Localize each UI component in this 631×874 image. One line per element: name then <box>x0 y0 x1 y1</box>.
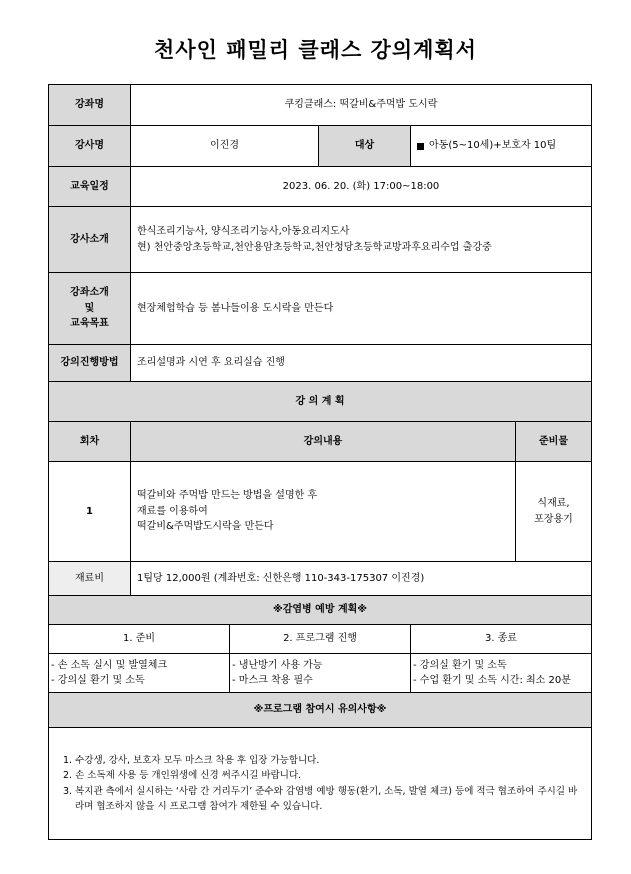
plan-col-session: 회차 <box>48 421 131 462</box>
fee-value: 1팀당 12,000원 (계좌번호: 신한은행 110-343-175307 이진경) <box>130 561 592 596</box>
plan-content-line: 떡갈비와 주먹밥 만드는 방법을 설명한 후 <box>137 490 318 502</box>
notice-item: 1. 수강생, 강사, 보호자 모두 마스크 착용 후 입장 가능합니다. <box>63 755 320 767</box>
plan-prep-line: 식재료, <box>537 498 570 509</box>
intro-label: 강사소개 <box>48 206 131 273</box>
goal-label <box>48 272 131 345</box>
schedule-label: 교육일정 <box>48 166 131 207</box>
course-label: 강좌명 <box>48 84 131 126</box>
prevention-item: - 손 소독 실시 및 발열체크 <box>51 659 168 671</box>
instructor-label: 강사명 <box>48 125 131 167</box>
plan-content-line: 재료를 이용하여 <box>137 505 208 517</box>
target-value: 아동(5~10세)+보호자 10팀 <box>429 140 557 152</box>
intro-value <box>130 206 592 273</box>
intro-line: 한식조리기능사, 양식조리기능사,아동요리지도사 <box>137 226 350 237</box>
plan-prep-line: 포장용기 <box>534 513 573 525</box>
prevention-header: ※감염병 예방 계획※ <box>48 595 592 625</box>
plan-header: 강 의 계 획 <box>48 381 592 422</box>
prevention-item: - 냉난방기 사용 가능 <box>232 659 323 671</box>
intro-line: 현) 천안중앙초등학교,천안용암초등학교,천안청당초등학교방과후요리수업 출강중 <box>137 241 492 253</box>
plan-prep <box>515 461 592 562</box>
goal-label-line: 강좌소개 <box>70 287 109 299</box>
target-label: 대상 <box>318 125 411 167</box>
target-value-cell <box>410 125 592 167</box>
goal-label-line: 및 <box>84 302 95 314</box>
plan-content <box>130 461 516 562</box>
notice-item: 2. 손 소독제 사용 등 개인위생에 신경 써주시길 바랍니다. <box>63 770 302 782</box>
notice-item: 3. 복지관 측에서 실시하는 ‘사람 간 거리두기’ 준수와 감염병 예방 행동(환기, 소독, 발열 체크) 등에 적극 협조하여 주시길 바라며 협조하지 않을 시 프로그램 참여가 제한될 수 있습니다. <box>63 785 578 812</box>
goal-label-line: 교육목표 <box>70 318 109 330</box>
prevention-item: - 마스크 착용 필수 <box>232 675 313 686</box>
prevention-col-items <box>410 653 592 693</box>
course-value: 쿠킹클래스: 떡갈비&주먹밥 도시락 <box>130 84 592 126</box>
prevention-col-title: 2. 프로그램 진행 <box>229 624 411 654</box>
method-value: 조리설명과 시연 후 요리실습 진행 <box>130 344 592 382</box>
fee-label: 재료비 <box>48 561 131 596</box>
plan-col-content: 강의내용 <box>130 421 516 462</box>
prevention-col-title: 1. 준비 <box>48 624 230 654</box>
goal-value: 현장체험학습 등 봄나들이용 도시락을 만든다 <box>130 272 592 345</box>
prevention-col-items <box>48 653 230 693</box>
prevention-col-items <box>229 653 411 693</box>
plan-session: 1 <box>48 461 131 562</box>
plan-content-line: 떡갈비&주먹밥도시락을 만든다 <box>137 521 274 533</box>
prevention-item: - 강의실 환기 및 소독 <box>413 659 507 671</box>
prevention-item: - 강의실 환기 및 소독 <box>51 675 145 686</box>
instructor-value: 이진경 <box>130 125 319 167</box>
plan-col-prep: 준비물 <box>515 421 592 462</box>
method-label: 강의진행방법 <box>48 344 131 382</box>
prevention-col-title: 3. 종료 <box>410 624 592 654</box>
notice-header: ※프로그램 참여시 유의사항※ <box>48 692 592 728</box>
schedule-value: 2023. 06. 20. (화) 17:00~18:00 <box>130 166 592 207</box>
prevention-item: - 수업 환기 및 소독 시간: 최소 20분 <box>413 675 571 686</box>
page-title: 천사인 패밀리 클래스 강의계획서 <box>154 38 477 62</box>
notice-list <box>48 727 592 840</box>
checkbox-square-icon <box>417 143 424 150</box>
